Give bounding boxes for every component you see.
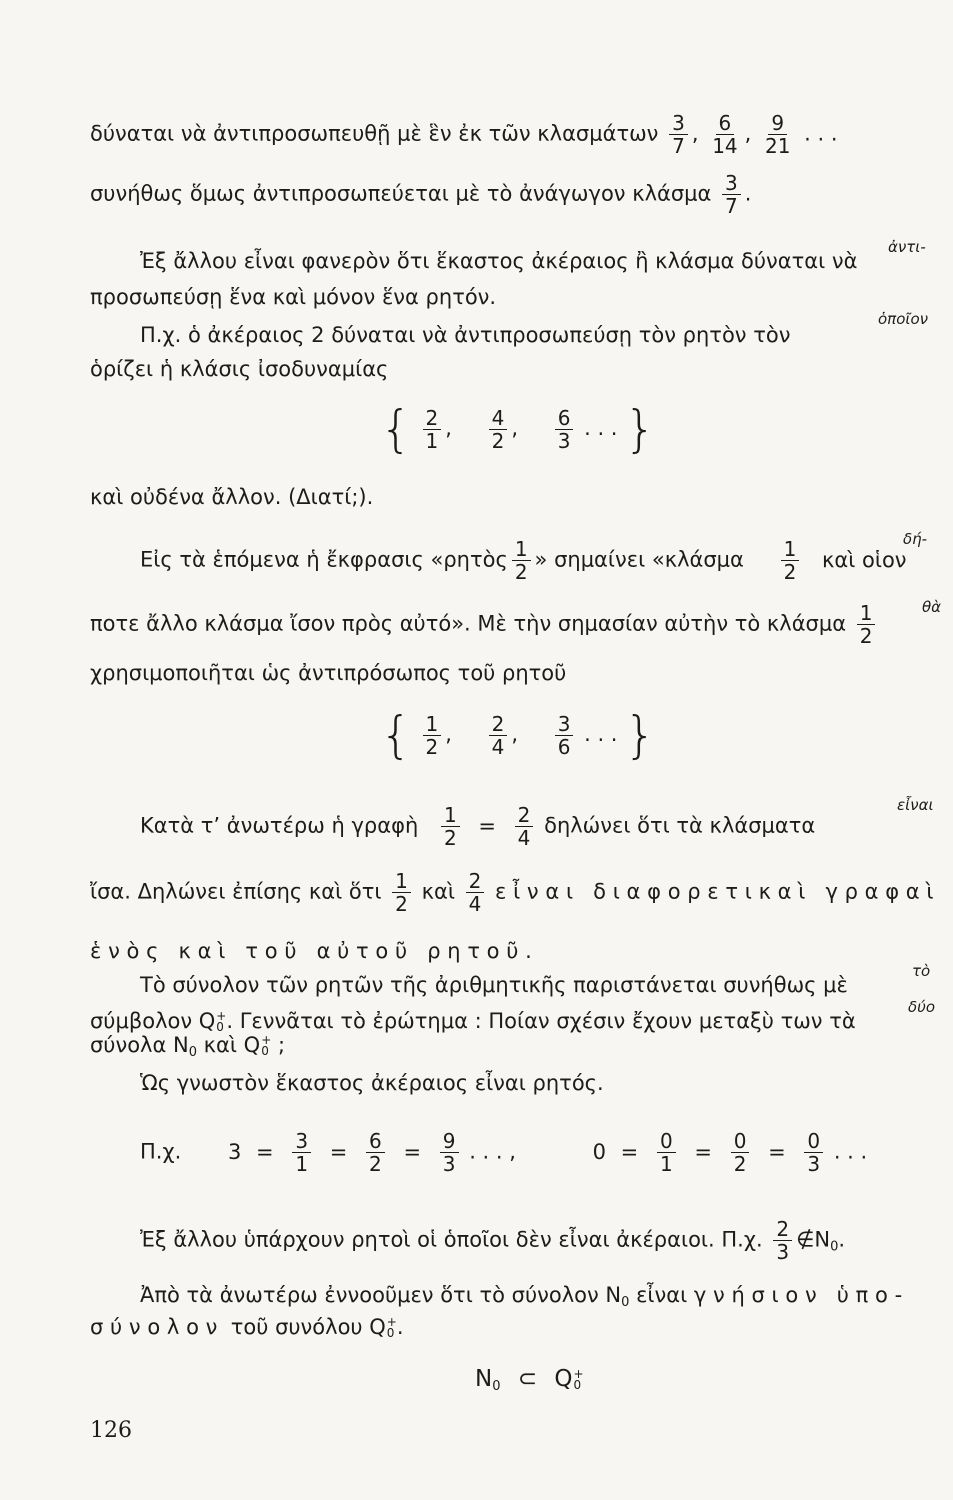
- text-line-1: δύναται νὰ ἀντιπροσωπευθῇ μὲ ἓν ἐκ τῶν κλασμάτων $\frac{3}{7}$ , $\frac{6}{14}$ , $\frac{9}{21}$ . . .: [90, 111, 838, 158]
- fraction: $\frac{1}{2}$: [392, 870, 411, 915]
- text-line-9: ποτε ἄλλο κλάσμα ἴσον πρὸς αὐτό». Μὲ τὴν σημασίαν αὐτὴν τὸ κλάσμα $\frac{1}{2}$: [90, 602, 879, 647]
- text-line-20: Ἀπὸ τὰ ἀνωτέρω ἐννοοῦμεν ὅτι τὸ σύνολον $N_0$ εἶναι γνήσιον ὑπο-: [140, 1283, 909, 1310]
- text-line-15: σύμβολον Q + 0 . Γεννᾶται τὸ ἐρώτημα : Ποίαν σχέσιν ἔχουν μεταξὺ των τὰ: [90, 1009, 856, 1034]
- superscript-subscript: + 0: [216, 1009, 227, 1034]
- margin-word: τὸ: [912, 962, 931, 980]
- text-line-2: συνήθως ὅμως ἀντιπροσωπεύεται μὲ τὸ ἀνάγωγον κλάσμα $\frac{3}{7}$ .: [90, 171, 752, 218]
- superscript-subscript: + 0: [261, 1033, 272, 1058]
- fraction: $\frac{2}{4}$: [489, 713, 508, 758]
- text-line-8: Εἰς τὰ ἑπόμενα ἡ ἔκφρασις «ρητὸς $\frac{1}{2}$ » σημαίνει «κλάσμα $\frac{1}{2}$ καὶ οἱον: [140, 537, 907, 584]
- fraction: $\frac{3}{7}$: [669, 112, 688, 157]
- equivalence-class-set-2: { $\frac{1}{2}$ , $\frac{2}{4}$ , $\frac{3}{6}$ . . . }: [380, 706, 656, 764]
- text-line-18: Π.χ. 3 = $\frac{3}{1}$ = $\frac{6}{2}$ = $\frac{9}{3}$ . . . , 0 = $\frac{0}{1}$ = $\frac{0}{2}$ = $\frac{0}{3}$ . . .: [140, 1129, 868, 1176]
- fraction: $\frac{2}{3}$: [773, 1218, 792, 1263]
- text-line-11: Κατὰ τ’ ἀνωτέρω ἡ γραφὴ $\frac{1}{2}$ = $\frac{2}{4}$ δηλώνει ὅτι τὰ κλάσματα: [140, 803, 816, 850]
- text-line-10: χρησιμοποιῆται ὡς ἀντιπρόσωπος τοῦ ρητοῦ: [90, 661, 567, 685]
- text-line-14: Τὸ σύνολον τῶν ρητῶν τῆς ἀριθμητικῆς παριστάνεται συνήθως μὲ: [140, 973, 848, 997]
- equivalence-class-set-1: { $\frac{2}{1}$ , $\frac{4}{2}$ , $\frac{6}{3}$ . . . }: [380, 400, 656, 458]
- fraction: $\frac{3}{6}$: [555, 713, 574, 758]
- superscript-subscript: + 0: [573, 1366, 584, 1392]
- text-line-4: προσωπεύσῃ ἕνα καὶ μόνον ἕνα ρητόν.: [90, 285, 497, 309]
- fraction: $\frac{0}{1}$: [657, 1130, 676, 1175]
- fraction: $\frac{4}{2}$: [489, 407, 508, 452]
- text-line-16: σύνολα $N_0$ καὶ Q + 0 ;: [90, 1033, 286, 1060]
- fraction: $\frac{6}{14}$: [712, 111, 738, 158]
- text-line-6: ὁρίζει ἡ κλάσις ἰσοδυναμίας: [90, 357, 389, 381]
- text-line-5: Π.χ. ὁ ἀκέραιος 2 δύναται νὰ ἀντιπροσωπεύσῃ τὸν ρητὸν τὸν: [140, 323, 791, 347]
- superscript-subscript: + 0: [386, 1315, 397, 1340]
- fraction: $\frac{3}{7}$: [722, 172, 741, 217]
- fraction: $\frac{2}{4}$: [515, 804, 534, 849]
- fraction: $\frac{1}{2}$: [423, 713, 442, 758]
- text-line-13: ἑνὸς καὶ τοῦ αὐτοῦ ρητοῦ.: [90, 939, 539, 963]
- fraction: $\frac{2}{1}$: [423, 407, 442, 452]
- margin-word: δή-: [903, 530, 928, 548]
- fraction: $\frac{9}{21}$: [765, 111, 791, 158]
- margin-word: ἀντι-: [888, 238, 926, 256]
- margin-word: ὁποῖον: [878, 310, 929, 328]
- brace-open: {: [380, 400, 412, 458]
- fraction: $\frac{1}{2}$: [512, 538, 531, 583]
- fraction: $\frac{1}{2}$: [781, 538, 800, 583]
- text-line-21: σύνολον τοῦ συνόλου Q + 0 .: [90, 1315, 404, 1340]
- fraction: $\frac{1}{2}$: [857, 602, 876, 647]
- page-number: 126: [90, 1418, 132, 1443]
- text-line-12: ἴσα. Δηλώνει ἐπίσης καὶ ὅτι $\frac{1}{2}$ καὶ $\frac{2}{4}$ εἶναι διαφορετικαὶ γραφαὶ: [90, 869, 941, 916]
- margin-word: εἶναι: [897, 796, 934, 814]
- text-line-3: Ἐξ ἄλλου εἶναι φανερὸν ὅτι ἕκαστος ἀκέραιος ἢ κλάσμα δύναται νὰ: [140, 249, 858, 273]
- text-line-7: καὶ οὐδένα ἄλλον. (Διατί;).: [90, 485, 374, 509]
- fraction: $\frac{0}{3}$: [804, 1130, 823, 1175]
- fraction: $\frac{3}{1}$: [292, 1130, 311, 1175]
- brace-close: }: [624, 706, 656, 764]
- brace-open: {: [380, 706, 412, 764]
- text-line-19: Ἐξ ἄλλου ὑπάρχουν ρητοὶ οἱ ὁποῖοι δὲν εἶναι ἀκέραιοι. Π.χ. $\frac{2}{3}$ $\notin N_0$.: [140, 1217, 846, 1264]
- brace-close: }: [624, 400, 656, 458]
- fraction: $\frac{2}{4}$: [466, 870, 485, 915]
- fraction: $\frac{0}{2}$: [731, 1130, 750, 1175]
- fraction: $\frac{6}{3}$: [555, 407, 574, 452]
- fraction: $\frac{1}{2}$: [441, 804, 460, 849]
- fraction: $\frac{9}{3}$: [440, 1130, 459, 1175]
- fraction: $\frac{6}{2}$: [366, 1130, 385, 1175]
- text-line-17: Ὡς γνωστὸν ἕκαστος ἀκέραιος εἶναι ρητός.: [140, 1071, 604, 1095]
- margin-word: δύο: [908, 998, 936, 1016]
- margin-word: θὰ: [922, 598, 942, 616]
- subset-formula: $N_0$ ⊂ Q + 0: [475, 1366, 584, 1394]
